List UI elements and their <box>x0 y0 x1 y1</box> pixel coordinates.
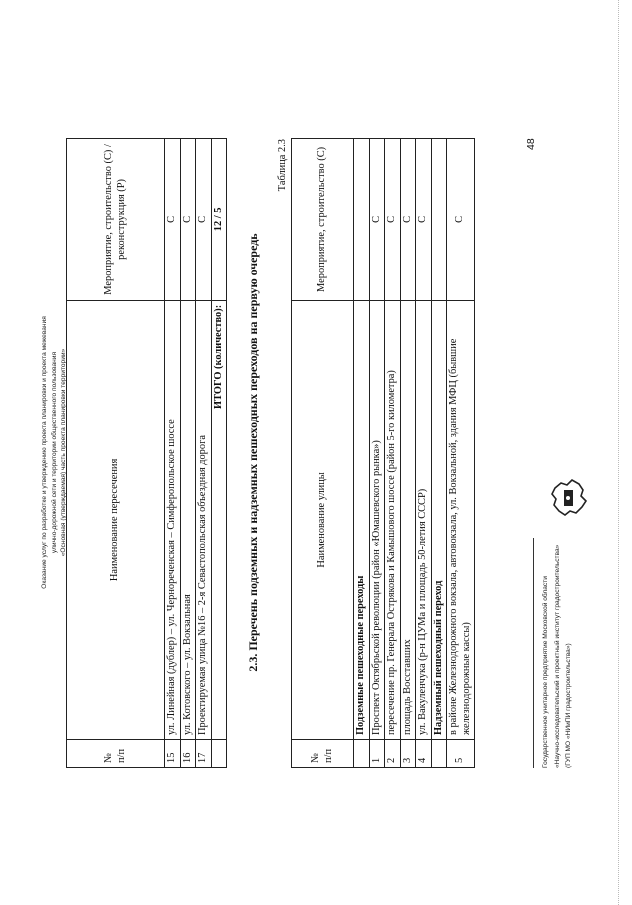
row-num: 4 <box>416 740 432 768</box>
table-header-row <box>292 139 354 768</box>
table-row <box>369 139 385 768</box>
institute-logo-map-icon <box>545 473 595 523</box>
intersections-table <box>66 138 227 768</box>
table-row <box>447 139 475 768</box>
row-action: С <box>400 139 416 301</box>
row-name: Проспект Октябрьской революции (район «Юмашевского рынка») <box>369 300 385 739</box>
column-header-action: Мероприятие, строительство (С) / реконструкция (Р) <box>67 139 165 301</box>
table-row <box>385 139 401 768</box>
footer-line-1: Государственное унитарное предприятие Московской области <box>542 576 549 768</box>
group-label: Подземные пешеходные переходы <box>354 300 370 739</box>
column-header-action: Мероприятие, строительство (С) <box>292 139 354 301</box>
row-action: С <box>385 139 401 301</box>
column-header-num: № п/п <box>67 740 165 768</box>
row-name: ул. Котовского – ул. Вокзальная <box>180 300 196 739</box>
header-line-1: Оказание услуг по разработке и утверждению проекта планировки и проекта межевания <box>41 316 48 589</box>
table-row <box>416 139 432 768</box>
table-label: Таблица 2.3 <box>277 139 288 192</box>
row-name: ул. Линейная (дублер) – ул. Чернореченская – Симферопольское шоссе <box>165 300 181 739</box>
row-name: Проектируемая улица №16 – 2-я Севастопольская объездная дорога <box>196 300 212 739</box>
column-header-num: № п/п <box>292 740 354 768</box>
group-row-overground <box>431 139 447 768</box>
total-row <box>211 139 227 768</box>
pedestrian-crossings-table <box>291 138 475 768</box>
row-num: 1 <box>369 740 385 768</box>
header-line-3: «Основная (утверждаемая) часть проекта планировки территории» <box>60 348 67 557</box>
document-footer <box>540 545 575 768</box>
row-num: 5 <box>447 740 475 768</box>
row-action: С <box>196 139 212 301</box>
scan-edge-line <box>618 0 619 905</box>
document-header <box>40 0 69 905</box>
row-num: 15 <box>165 740 181 768</box>
group-row-underground <box>354 139 370 768</box>
table-row <box>400 139 416 768</box>
row-action: С <box>447 139 475 301</box>
row-num: 16 <box>180 740 196 768</box>
table-row <box>196 139 212 768</box>
row-num: 3 <box>400 740 416 768</box>
section-title: 2.3. Перечень подземных и надземных пешеходных переходов на первую очередь <box>246 233 260 672</box>
table-row <box>180 139 196 768</box>
row-action: С <box>369 139 385 301</box>
total-label: ИТОГО (количество): <box>211 300 227 739</box>
row-name: пересечение пр. Генерала Острякова и Камышового шоссе (район 5-го километра) <box>385 300 401 739</box>
header-line-2: улично-дорожной сети и территории общественного пользования <box>50 351 58 554</box>
group-label: Надземный пешеходный переход <box>431 300 447 739</box>
footer-line-3: (ГУП МО «НИиПИ градостроительства») <box>565 643 572 768</box>
column-header-name: Наименование улицы <box>292 300 354 739</box>
row-name: ул. Вакуленчука (р-н ЦУМа и площадь 50-летия СССР) <box>416 300 432 739</box>
table-row <box>165 139 181 768</box>
row-name: площадь Восставших <box>400 300 416 739</box>
row-num: 2 <box>385 740 401 768</box>
column-header-name: Наименование пересечения <box>67 300 165 739</box>
footer-line-2: «Научно-исследовательский и проектный институт градостроительства» <box>553 544 561 768</box>
total-value: 12 / 5 <box>211 139 227 301</box>
row-num: 17 <box>196 740 212 768</box>
row-name: в районе Железнодорожного вокзала, автовокзала, ул. Вокзальной, здания МФЦ (бывшие железнодорожные кассы) <box>447 300 475 739</box>
row-action: С <box>180 139 196 301</box>
footer-divider <box>533 538 534 768</box>
row-action: С <box>416 139 432 301</box>
page-number: 48 <box>525 138 537 150</box>
row-action: С <box>165 139 181 301</box>
table-header-row <box>67 139 165 768</box>
